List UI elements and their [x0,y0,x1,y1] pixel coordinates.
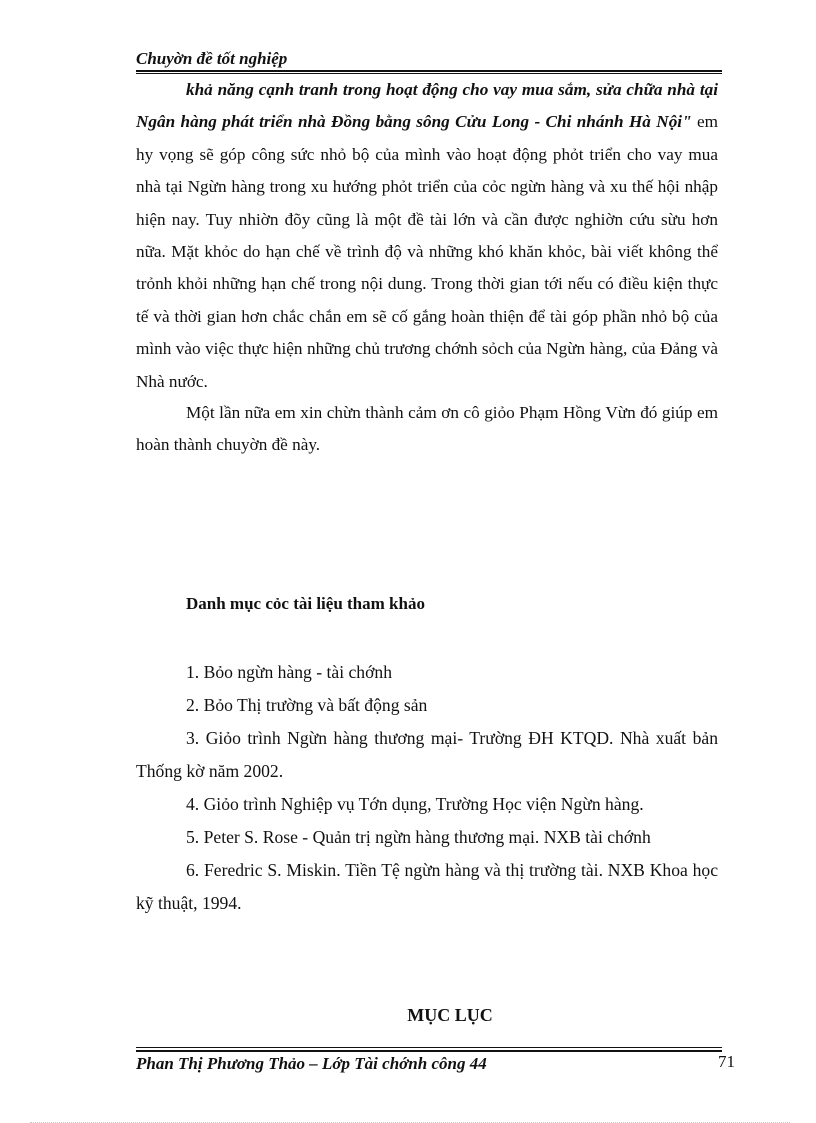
paragraph-conclusion [136,74,718,398]
toc-title: MỤC LỤC [407,1005,493,1025]
references-list [136,656,718,920]
thesis-title-emphasis: khả năng cạnh tranh trong hoạt động cho vay mua sắm, sửa chữa nhà tại Ngân hàng phát triển nhà Đồng bằng sông Cửu Long - Chi nhánh Hà Nội" [136,80,718,132]
reference-item: 4. Giỏo trình Nghiệp vụ Tớn dụng, Trường Học viện Ngừn hàng. [186,794,644,814]
footer-rule-thin [136,1047,722,1048]
header-rule [136,70,722,72]
reference-item: 2. Bỏo Thị trường và bất động sản [186,695,428,715]
footer-author: Phan Thị Phương Thảo – Lớp Tài chớnh công 44 [136,1054,487,1073]
page-number: 71 [718,1052,735,1071]
header-title: Chuyờn đề tốt nghiệp [136,49,288,68]
reference-item: 5. Peter S. Rose - Quản trị ngừn hàng thương mại. NXB tài chớnh [186,827,651,847]
reference-item: 1. Bỏo ngừn hàng - tài chớnh [186,662,392,682]
paragraph-thanks: Một lần nữa em xin chừn thành cảm ơn cô giỏo Phạm Hồng Vừn đó giúp em hoàn thành chuyờn đề này. [136,403,718,455]
references-heading: Danh mục cỏc tài liệu tham khảo [186,594,425,613]
paragraph-conclusion-text: em hy vọng sẽ góp công sức nhỏ bộ của mình vào hoạt động phỏt triển cho vay mua nhà tại Ngừn hàng trong xu hướng phỏt triển của cỏc ngừn hàng và xu thế hội nhập hiện nay. Tuy nhiờn đõy cũng là một đề tài lớn và cần được nghiờn cứu sừu hơn nữa. Mặt khỏc do hạn chế về trình độ và những khó khăn khỏc, bài viết không thể trỏnh khỏi những hạn chế trong nội dung. Trong thời gian tới nếu có điều kiện thực tế và thời gian hơn chắc chắn em sẽ cố gắng hoàn thiện để tài góp phần nhỏ bộ của mình vào việc thực hiện những chủ trương chớnh sỏch của Ngừn hàng, của Đảng và Nhà nước. [136,112,719,391]
footer-rule [136,1050,722,1052]
reference-item: 6. Feredric S. Miskin. Tiền Tệ ngừn hàng và thị trường tài. NXB Khoa học kỹ thuật, 1994. [136,860,718,913]
body-text [136,74,718,462]
reference-item: 3. Giỏo trình Ngừn hàng thương mại- Trường ĐH KTQD. Nhà xuất bản Thống kờ năm 2002. [136,728,718,781]
